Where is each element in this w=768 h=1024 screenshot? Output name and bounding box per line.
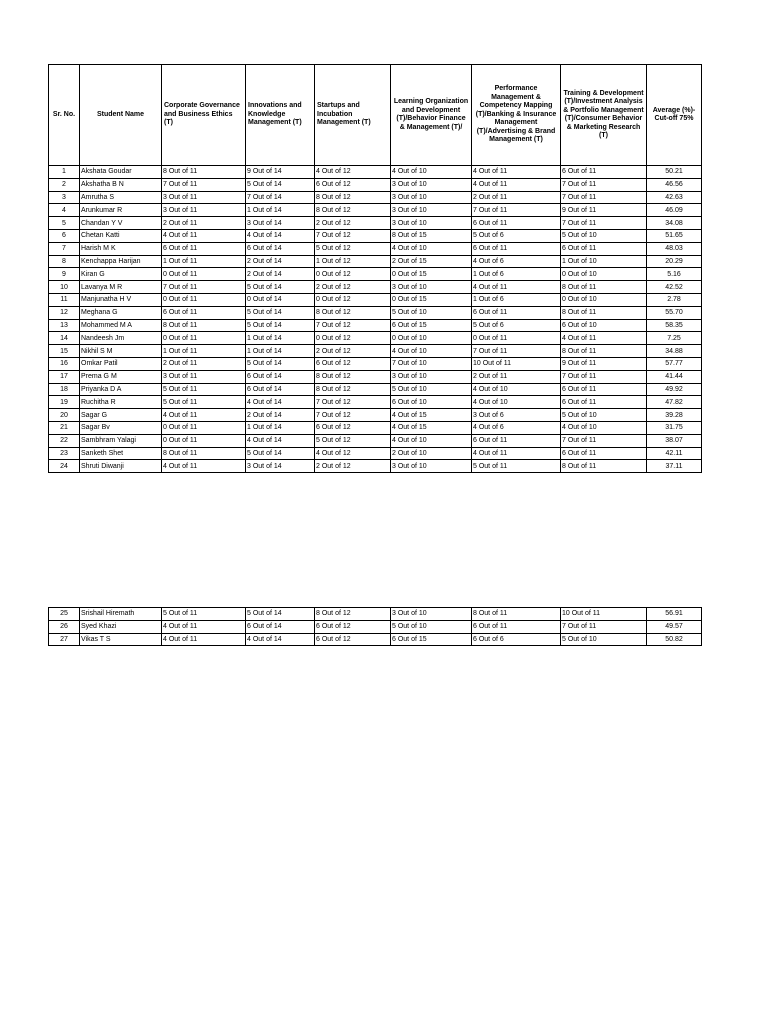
cell-score: 4 Out of 14 [246,633,315,646]
cell-score: 7 Out of 11 [561,370,647,383]
cell-student-name: Chandan Y V [80,217,162,230]
cell-score: 8 Out of 12 [315,370,391,383]
cell-score: 4 Out of 14 [246,396,315,409]
header-training-development: Training & Development (T)/Investment Analysis & Portfolio Management (T)/Consumer Behavior & Marketing Research (T) [561,65,647,166]
cell-student-name: Sambhram Yalagi [80,434,162,447]
cell-score: 4 Out of 6 [472,421,561,434]
cell-score: 1 Out of 14 [246,204,315,217]
cell-student-name: Srishail Hiremath [80,608,162,621]
cell-score: 3 Out of 14 [246,217,315,230]
cell-score: 1 Out of 11 [162,345,246,358]
cell-score: 5 Out of 14 [246,447,315,460]
cell-score: 6 Out of 14 [246,370,315,383]
cell-score: 9 Out of 11 [561,357,647,370]
cell-score: 3 Out of 11 [162,370,246,383]
cell-score: 7 Out of 11 [561,178,647,191]
cell-average: 50.21 [647,166,702,179]
cell-score: 2 Out of 14 [246,268,315,281]
cell-score: 7 Out of 12 [315,396,391,409]
cell-average: 49.57 [647,620,702,633]
header-performance-management: Performance Management & Competency Mapping (T)/Banking & Insurance Management (T)/Advertising & Brand Management (T) [472,65,561,166]
cell-score: 5 Out of 11 [162,396,246,409]
cell-score: 5 Out of 14 [246,357,315,370]
cell-average: 57.77 [647,357,702,370]
header-learning-organization: Learning Organization and Development (T)/Behavior Finance & Management (T)/ [391,65,472,166]
cell-score: 4 Out of 11 [561,332,647,345]
cell-score: 4 Out of 10 [391,345,472,358]
cell-average: 34.08 [647,217,702,230]
cell-score: 6 Out of 12 [315,421,391,434]
cell-score: 6 Out of 11 [162,242,246,255]
cell-score: 2 Out of 11 [162,217,246,230]
cell-score: 4 Out of 11 [472,281,561,294]
cell-score: 5 Out of 10 [561,229,647,242]
cell-score: 2 Out of 12 [315,345,391,358]
cell-average: 2.78 [647,293,702,306]
cell-score: 2 Out of 10 [391,447,472,460]
table-row [49,281,702,294]
cell-score: 7 Out of 12 [315,319,391,332]
cell-sr-no: 14 [49,332,80,345]
cell-score: 1 Out of 10 [561,255,647,268]
cell-average: 49.92 [647,383,702,396]
cell-score: 8 Out of 11 [561,345,647,358]
cell-sr-no: 6 [49,229,80,242]
cell-score: 0 Out of 12 [315,293,391,306]
cell-sr-no: 27 [49,633,80,646]
cell-sr-no: 7 [49,242,80,255]
cell-score: 4 Out of 11 [162,229,246,242]
cell-score: 0 Out of 15 [391,268,472,281]
cell-sr-no: 26 [49,620,80,633]
cell-student-name: Prema G M [80,370,162,383]
table-body [49,166,702,473]
cell-score: 5 Out of 11 [162,383,246,396]
cell-score: 8 Out of 11 [162,166,246,179]
cell-sr-no: 3 [49,191,80,204]
cell-score: 0 Out of 15 [391,293,472,306]
cell-average: 42.63 [647,191,702,204]
cell-score: 6 Out of 11 [561,396,647,409]
cell-score: 3 Out of 10 [391,217,472,230]
table-row [49,383,702,396]
cell-score: 6 Out of 15 [391,319,472,332]
table-row [49,319,702,332]
cell-average: 55.70 [647,306,702,319]
cell-score: 9 Out of 11 [561,204,647,217]
cell-score: 8 Out of 11 [472,608,561,621]
cell-student-name: Manjunatha H V [80,293,162,306]
cell-score: 4 Out of 14 [246,434,315,447]
cell-student-name: Chetan Katti [80,229,162,242]
cell-score: 1 Out of 11 [162,255,246,268]
cell-score: 5 Out of 10 [561,633,647,646]
cell-average: 47.82 [647,396,702,409]
cell-average: 41.44 [647,370,702,383]
cell-average: 48.03 [647,242,702,255]
cell-score: 5 Out of 12 [315,242,391,255]
cell-sr-no: 9 [49,268,80,281]
cell-score: 4 Out of 11 [162,620,246,633]
cell-student-name: Sagar G [80,409,162,422]
cell-score: 7 Out of 11 [561,434,647,447]
cell-score: 5 Out of 14 [246,608,315,621]
cell-sr-no: 11 [49,293,80,306]
cell-score: 7 Out of 10 [391,357,472,370]
table-row [49,204,702,217]
cell-score: 4 Out of 15 [391,421,472,434]
table-row [49,370,702,383]
cell-score: 6 Out of 11 [472,242,561,255]
cell-sr-no: 20 [49,409,80,422]
cell-score: 8 Out of 11 [162,319,246,332]
cell-score: 2 Out of 11 [472,191,561,204]
cell-student-name: Priyanka D A [80,383,162,396]
cell-score: 1 Out of 14 [246,421,315,434]
cell-score: 0 Out of 11 [162,421,246,434]
cell-sr-no: 24 [49,460,80,473]
cell-sr-no: 15 [49,345,80,358]
table-body-continued [49,608,702,646]
cell-sr-no: 22 [49,434,80,447]
cell-score: 4 Out of 11 [472,166,561,179]
cell-score: 4 Out of 10 [391,166,472,179]
cell-sr-no: 19 [49,396,80,409]
cell-score: 3 Out of 10 [391,608,472,621]
cell-student-name: Harish M K [80,242,162,255]
table-row [49,447,702,460]
cell-score: 0 Out of 10 [561,268,647,281]
cell-average: 42.11 [647,447,702,460]
cell-student-name: Omkar Patil [80,357,162,370]
cell-score: 6 Out of 14 [246,242,315,255]
table-row [49,268,702,281]
cell-average: 42.52 [647,281,702,294]
cell-average: 20.29 [647,255,702,268]
cell-student-name: Shruti Diwanji [80,460,162,473]
cell-score: 5 Out of 14 [246,178,315,191]
cell-score: 5 Out of 10 [391,620,472,633]
table-row [49,306,702,319]
cell-score: 5 Out of 6 [472,319,561,332]
header-startups: Startups and Incubation Management (T) [315,65,391,166]
cell-sr-no: 13 [49,319,80,332]
cell-sr-no: 17 [49,370,80,383]
cell-score: 8 Out of 12 [315,608,391,621]
cell-sr-no: 16 [49,357,80,370]
cell-score: 7 Out of 11 [561,620,647,633]
cell-score: 0 Out of 12 [315,268,391,281]
cell-score: 2 Out of 12 [315,217,391,230]
cell-student-name: Nandeesh Jm [80,332,162,345]
cell-student-name: Sagar Bv [80,421,162,434]
cell-score: 6 Out of 11 [561,242,647,255]
table-row [49,255,702,268]
cell-score: 6 Out of 14 [246,620,315,633]
cell-score: 3 Out of 10 [391,460,472,473]
cell-score: 5 Out of 11 [162,608,246,621]
cell-score: 5 Out of 14 [246,281,315,294]
table-row [49,332,702,345]
header-average: Average (%)- Cut-off 75% [647,65,702,166]
cell-score: 6 Out of 10 [391,396,472,409]
cell-score: 3 Out of 11 [162,191,246,204]
cell-score: 5 Out of 6 [472,229,561,242]
cell-score: 6 Out of 12 [315,178,391,191]
cell-score: 5 Out of 11 [472,460,561,473]
cell-score: 3 Out of 10 [391,191,472,204]
cell-score: 7 Out of 12 [315,409,391,422]
cell-student-name: Nikhil S M [80,345,162,358]
cell-score: 2 Out of 11 [472,370,561,383]
cell-sr-no: 18 [49,383,80,396]
cell-score: 2 Out of 12 [315,460,391,473]
cell-score: 2 Out of 11 [162,357,246,370]
cell-sr-no: 23 [49,447,80,460]
cell-score: 6 Out of 11 [472,217,561,230]
cell-score: 8 Out of 12 [315,204,391,217]
cell-score: 0 Out of 11 [162,293,246,306]
cell-sr-no: 4 [49,204,80,217]
cell-score: 1 Out of 12 [315,255,391,268]
table-row [49,460,702,473]
cell-score: 4 Out of 15 [391,409,472,422]
cell-score: 2 Out of 15 [391,255,472,268]
cell-score: 7 Out of 11 [472,345,561,358]
attendance-table [48,64,702,473]
cell-student-name: Akshatha B N [80,178,162,191]
header-innovations: Innovations and Knowledge Management (T) [246,65,315,166]
cell-average: 39.28 [647,409,702,422]
cell-sr-no: 25 [49,608,80,621]
cell-student-name: Sanketh Shet [80,447,162,460]
cell-score: 0 Out of 11 [162,332,246,345]
table-row [49,345,702,358]
cell-average: 34.88 [647,345,702,358]
cell-score: 9 Out of 14 [246,166,315,179]
cell-score: 8 Out of 11 [162,447,246,460]
cell-sr-no: 10 [49,281,80,294]
cell-score: 4 Out of 6 [472,255,561,268]
cell-score: 7 Out of 12 [315,229,391,242]
table-row [49,357,702,370]
cell-score: 5 Out of 10 [561,409,647,422]
cell-score: 6 Out of 11 [472,434,561,447]
cell-score: 1 Out of 6 [472,268,561,281]
cell-average: 38.07 [647,434,702,447]
cell-score: 6 Out of 12 [315,620,391,633]
header-sr-no: Sr. No. [49,65,80,166]
cell-score: 2 Out of 14 [246,409,315,422]
cell-score: 7 Out of 14 [246,191,315,204]
cell-average: 5.16 [647,268,702,281]
cell-score: 4 Out of 10 [472,396,561,409]
cell-score: 3 Out of 10 [391,178,472,191]
cell-score: 6 Out of 12 [315,357,391,370]
cell-score: 4 Out of 11 [472,178,561,191]
cell-student-name: Arunkumar R [80,204,162,217]
cell-score: 4 Out of 10 [391,242,472,255]
cell-score: 2 Out of 12 [315,281,391,294]
cell-score: 3 Out of 6 [472,409,561,422]
cell-student-name: Akshata Goudar [80,166,162,179]
cell-score: 5 Out of 14 [246,319,315,332]
cell-student-name: Vikas T S [80,633,162,646]
cell-score: 5 Out of 14 [246,306,315,319]
cell-score: 4 Out of 11 [472,447,561,460]
cell-average: 56.91 [647,608,702,621]
cell-score: 6 Out of 11 [561,383,647,396]
cell-score: 6 Out of 12 [315,633,391,646]
cell-score: 5 Out of 12 [315,434,391,447]
cell-sr-no: 12 [49,306,80,319]
table-row [49,421,702,434]
cell-score: 0 Out of 11 [472,332,561,345]
cell-average: 50.82 [647,633,702,646]
cell-average: 31.75 [647,421,702,434]
cell-score: 7 Out of 11 [162,281,246,294]
cell-student-name: Lavanya M R [80,281,162,294]
cell-sr-no: 1 [49,166,80,179]
header-row [49,65,702,166]
table-row [49,191,702,204]
cell-score: 8 Out of 11 [561,281,647,294]
attendance-table-continued [48,607,702,646]
table-row [49,409,702,422]
cell-score: 2 Out of 14 [246,255,315,268]
cell-score: 6 Out of 6 [472,633,561,646]
cell-score: 1 Out of 6 [472,293,561,306]
cell-average: 37.11 [647,460,702,473]
table-row [49,293,702,306]
cell-student-name: Kenchappa Harijan [80,255,162,268]
cell-score: 0 Out of 10 [391,332,472,345]
cell-average: 7.25 [647,332,702,345]
cell-score: 10 Out of 11 [561,608,647,621]
table-row [49,217,702,230]
cell-student-name: Syed Khazi [80,620,162,633]
cell-sr-no: 5 [49,217,80,230]
cell-score: 6 Out of 14 [246,383,315,396]
cell-score: 5 Out of 10 [391,383,472,396]
cell-average: 51.65 [647,229,702,242]
cell-score: 4 Out of 10 [561,421,647,434]
cell-score: 4 Out of 11 [162,633,246,646]
cell-score: 4 Out of 12 [315,447,391,460]
cell-average: 46.09 [647,204,702,217]
cell-score: 0 Out of 10 [561,293,647,306]
cell-score: 5 Out of 10 [391,306,472,319]
cell-student-name: Ruchitha R [80,396,162,409]
cell-average: 46.56 [647,178,702,191]
table-row [49,242,702,255]
cell-sr-no: 21 [49,421,80,434]
cell-score: 6 Out of 10 [561,319,647,332]
table-row [49,608,702,621]
cell-score: 0 Out of 14 [246,293,315,306]
cell-student-name: Amrutha S [80,191,162,204]
table-row [49,178,702,191]
cell-score: 8 Out of 11 [561,306,647,319]
cell-score: 3 Out of 11 [162,204,246,217]
header-student-name: Student Name [80,65,162,166]
cell-score: 7 Out of 11 [472,204,561,217]
cell-score: 1 Out of 14 [246,345,315,358]
cell-score: 8 Out of 12 [315,383,391,396]
cell-score: 8 Out of 12 [315,306,391,319]
cell-score: 3 Out of 14 [246,460,315,473]
cell-score: 0 Out of 11 [162,434,246,447]
cell-average: 58.35 [647,319,702,332]
table-row [49,229,702,242]
cell-score: 3 Out of 10 [391,204,472,217]
cell-score: 4 Out of 10 [472,383,561,396]
table-row [49,620,702,633]
cell-score: 6 Out of 15 [391,633,472,646]
cell-score: 0 Out of 11 [162,268,246,281]
cell-score: 7 Out of 11 [561,191,647,204]
cell-student-name: Mohammed M A [80,319,162,332]
cell-score: 6 Out of 11 [561,166,647,179]
header-corporate-governance: Corporate Governance and Business Ethics (T) [162,65,246,166]
cell-score: 10 Out of 11 [472,357,561,370]
cell-score: 7 Out of 11 [561,217,647,230]
cell-score: 1 Out of 14 [246,332,315,345]
table-row [49,633,702,646]
cell-score: 8 Out of 11 [561,460,647,473]
cell-score: 4 Out of 12 [315,166,391,179]
cell-sr-no: 2 [49,178,80,191]
table-row [49,396,702,409]
cell-student-name: Meghana G [80,306,162,319]
cell-score: 8 Out of 15 [391,229,472,242]
cell-score: 3 Out of 10 [391,281,472,294]
cell-student-name: Kiran G [80,268,162,281]
cell-score: 3 Out of 10 [391,370,472,383]
cell-score: 6 Out of 11 [472,306,561,319]
table-row [49,166,702,179]
cell-score: 0 Out of 12 [315,332,391,345]
cell-score: 4 Out of 10 [391,434,472,447]
cell-score: 8 Out of 12 [315,191,391,204]
cell-score: 7 Out of 11 [162,178,246,191]
cell-score: 6 Out of 11 [162,306,246,319]
table-row [49,434,702,447]
cell-score: 6 Out of 11 [472,620,561,633]
cell-score: 4 Out of 14 [246,229,315,242]
cell-score: 6 Out of 11 [561,447,647,460]
cell-score: 4 Out of 11 [162,409,246,422]
cell-score: 4 Out of 11 [162,460,246,473]
cell-sr-no: 8 [49,255,80,268]
